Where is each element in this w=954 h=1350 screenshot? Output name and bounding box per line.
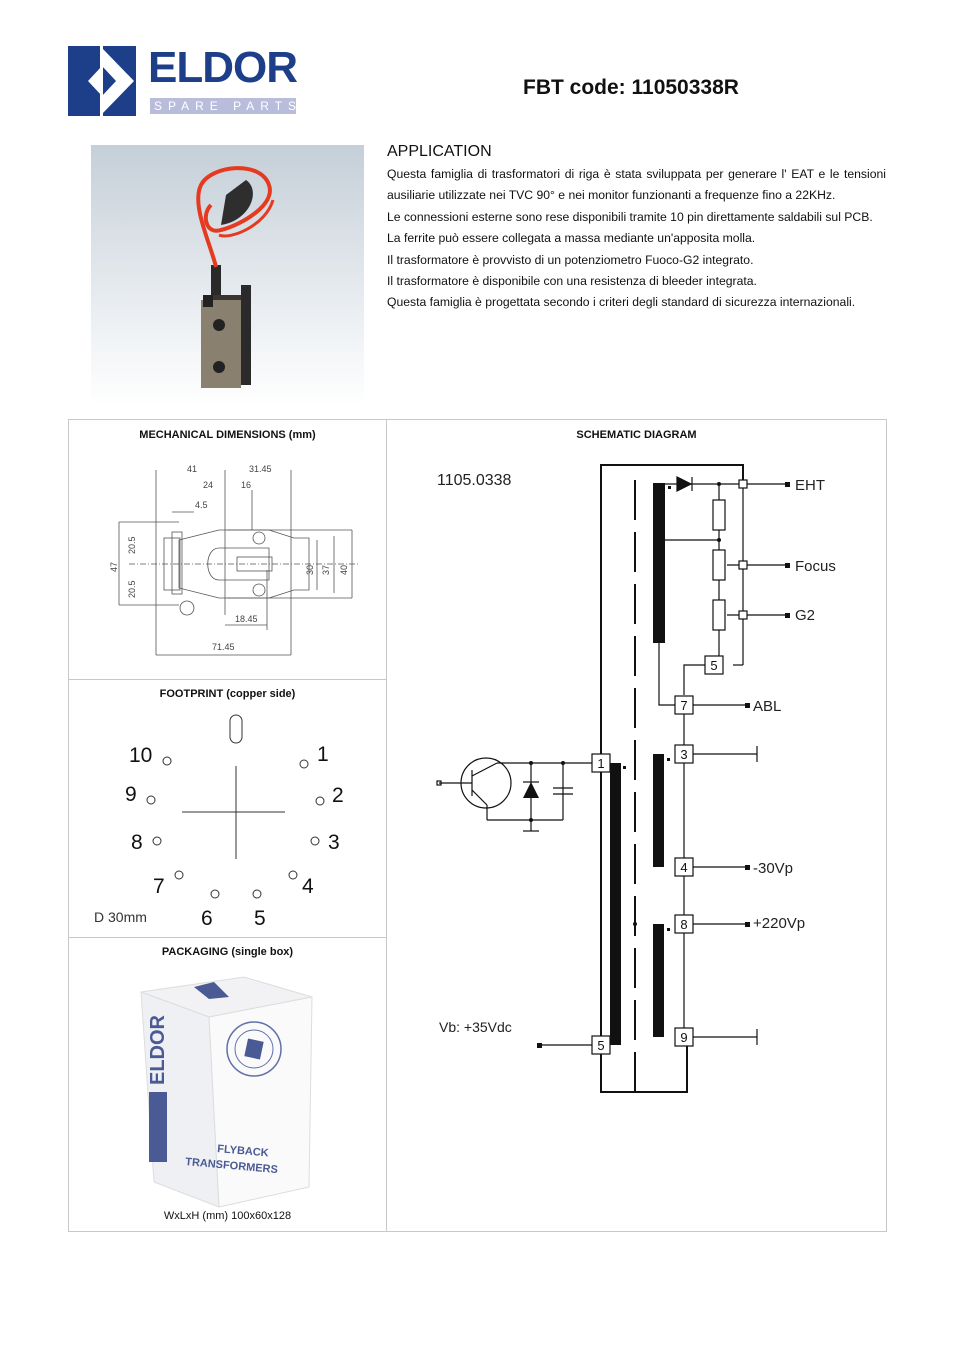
logo-subtitle: SPARE PARTS xyxy=(150,98,296,114)
dim-16: 16 xyxy=(241,480,252,490)
box-brand-text: ELDOR xyxy=(147,1015,169,1085)
pin-number-5-top: 5 xyxy=(710,658,718,673)
pin-label-8: 8 xyxy=(131,831,143,854)
eldor-logo xyxy=(68,43,303,116)
pin-number-9: 9 xyxy=(680,1030,688,1045)
pin-hole-10 xyxy=(163,757,171,765)
ground-slot-icon xyxy=(230,715,242,743)
application-paragraph: Il trasformatore è disponibile con una resistenza di bleeder integrata. xyxy=(387,274,757,289)
packaging-cell xyxy=(69,937,387,1231)
application-paragraph: Il trasformatore è provvisto di un potenziometro Fuoco-G2 integrato. xyxy=(387,252,754,267)
pin-hole-9 xyxy=(147,796,155,804)
dim-24: 24 xyxy=(203,480,214,490)
output-label-eht: EHT xyxy=(795,477,825,494)
dim-71-45: 71.45 xyxy=(212,642,235,652)
dim-47: 47 xyxy=(109,561,119,572)
pin-hole-4 xyxy=(289,871,297,879)
bleeder-resistor xyxy=(713,500,725,530)
dim-18-45: 18.45 xyxy=(235,614,258,624)
schematic-diagram xyxy=(387,420,886,1231)
footprint-drawing xyxy=(69,679,386,937)
pin-number-1: 1 xyxy=(597,756,605,771)
footprint-cell xyxy=(69,679,387,938)
hv-winding xyxy=(653,483,665,643)
dim-20-5-bottom: 20.5 xyxy=(127,580,137,598)
pin-label-1: 1 xyxy=(317,743,329,766)
eldor-logo-mark-icon xyxy=(68,46,138,116)
dim-4-5: 4.5 xyxy=(195,500,208,510)
schematic-title: SCHEMATIC DIAGRAM xyxy=(576,429,697,441)
packaging-dimensions: WxLxH (mm) 100x60x128 xyxy=(163,1210,292,1222)
hv-diode-icon xyxy=(677,477,691,491)
output-label-abl: ABL xyxy=(753,698,782,715)
pin-number-8: 8 xyxy=(680,917,688,932)
dim-20-5-top: 20.5 xyxy=(127,536,137,554)
pin-label-10: 10 xyxy=(129,744,153,767)
application-paragraph: Questa famiglia di trasformatori di riga è stata sviluppata per generare l' EAT e le tensioni ausiliarie utilizzate nei TVC 90° e nei monitor funzionanti a frequenze fino a 22KHz. xyxy=(387,167,886,203)
pin-hole-8 xyxy=(153,837,161,845)
packaging-title: PACKAGING (single box) xyxy=(161,946,294,958)
footprint-diameter-label: D 30mm xyxy=(94,909,147,925)
application-paragraph: Le connessioni esterne sono rese disponibili tramite 10 pin direttamente saldabili sul PCB. xyxy=(387,209,873,224)
product-photo xyxy=(91,145,364,407)
output-label-focus: Focus xyxy=(795,558,836,575)
application-paragraph: Questa famiglia è progettata secondo i criteri degli standard di sicurezza internazionali. xyxy=(387,295,856,310)
mechanical-dimensions-cell xyxy=(69,420,387,680)
logo-text: ELDOR xyxy=(148,43,297,92)
pin-hole-5 xyxy=(253,890,261,898)
secondary-winding-8-9 xyxy=(653,924,664,1037)
pin-label-3: 3 xyxy=(328,831,340,854)
dim-40: 40 xyxy=(339,564,349,575)
flyback-transformer-image xyxy=(91,145,364,407)
pin-label-5: 5 xyxy=(254,907,266,930)
pin-label-9: 9 xyxy=(125,783,137,806)
pin-number-4: 4 xyxy=(680,860,688,875)
schematic-model-label: 1105.0338 xyxy=(437,472,512,489)
pin-hole-3 xyxy=(311,837,319,845)
application-paragraph: La ferrite può essere collegata a massa mediante un'apposita molla. xyxy=(387,231,756,246)
output-label-neg30vp: -30Vp xyxy=(753,860,794,877)
schematic-cell xyxy=(387,420,886,1231)
dim-30: 30 xyxy=(305,564,315,575)
spec-grid xyxy=(68,419,887,1232)
supply-label-vb: Vb: +35Vdc xyxy=(439,1019,512,1035)
secondary-winding-3-4 xyxy=(653,754,664,867)
pin-hole-1 xyxy=(300,760,308,768)
application-text xyxy=(387,164,886,314)
dim-31-45: 31.45 xyxy=(249,464,272,474)
pin-number-3: 3 xyxy=(680,747,688,762)
dim-37: 37 xyxy=(321,564,331,575)
pin-hole-7 xyxy=(175,871,183,879)
dim-41: 41 xyxy=(187,464,198,474)
output-label-pos220vp: +220Vp xyxy=(753,915,806,932)
box-flyback-text: FLYBACK xyxy=(216,1143,270,1160)
damper-diode-icon xyxy=(523,782,539,798)
focus-potentiometer xyxy=(713,550,725,580)
pin-hole-2 xyxy=(316,797,324,805)
g2-potentiometer xyxy=(713,600,725,630)
pin-label-6: 6 xyxy=(201,907,213,930)
pin-number-7: 7 xyxy=(680,698,688,713)
pin-label-7: 7 xyxy=(153,875,165,898)
box-transformers-text: TRANSFORMERS xyxy=(184,1156,279,1177)
application-title: APPLICATION xyxy=(387,143,492,160)
output-label-g2: G2 xyxy=(795,607,816,624)
footprint-title: FOOTPRINT (copper side) xyxy=(159,688,296,700)
mechanical-dimensions-title: MECHANICAL DIMENSIONS (mm) xyxy=(139,429,316,441)
packaging-box-image xyxy=(69,937,386,1231)
fbt-code-title: FBT code: 11050338R xyxy=(523,76,739,99)
pin-label-2: 2 xyxy=(332,784,344,807)
pin-hole-6 xyxy=(211,890,219,898)
primary-winding xyxy=(610,763,621,1045)
pin-number-5-bottom: 5 xyxy=(597,1038,605,1053)
mechanical-drawing xyxy=(69,420,386,679)
pin-label-4: 4 xyxy=(302,875,314,898)
